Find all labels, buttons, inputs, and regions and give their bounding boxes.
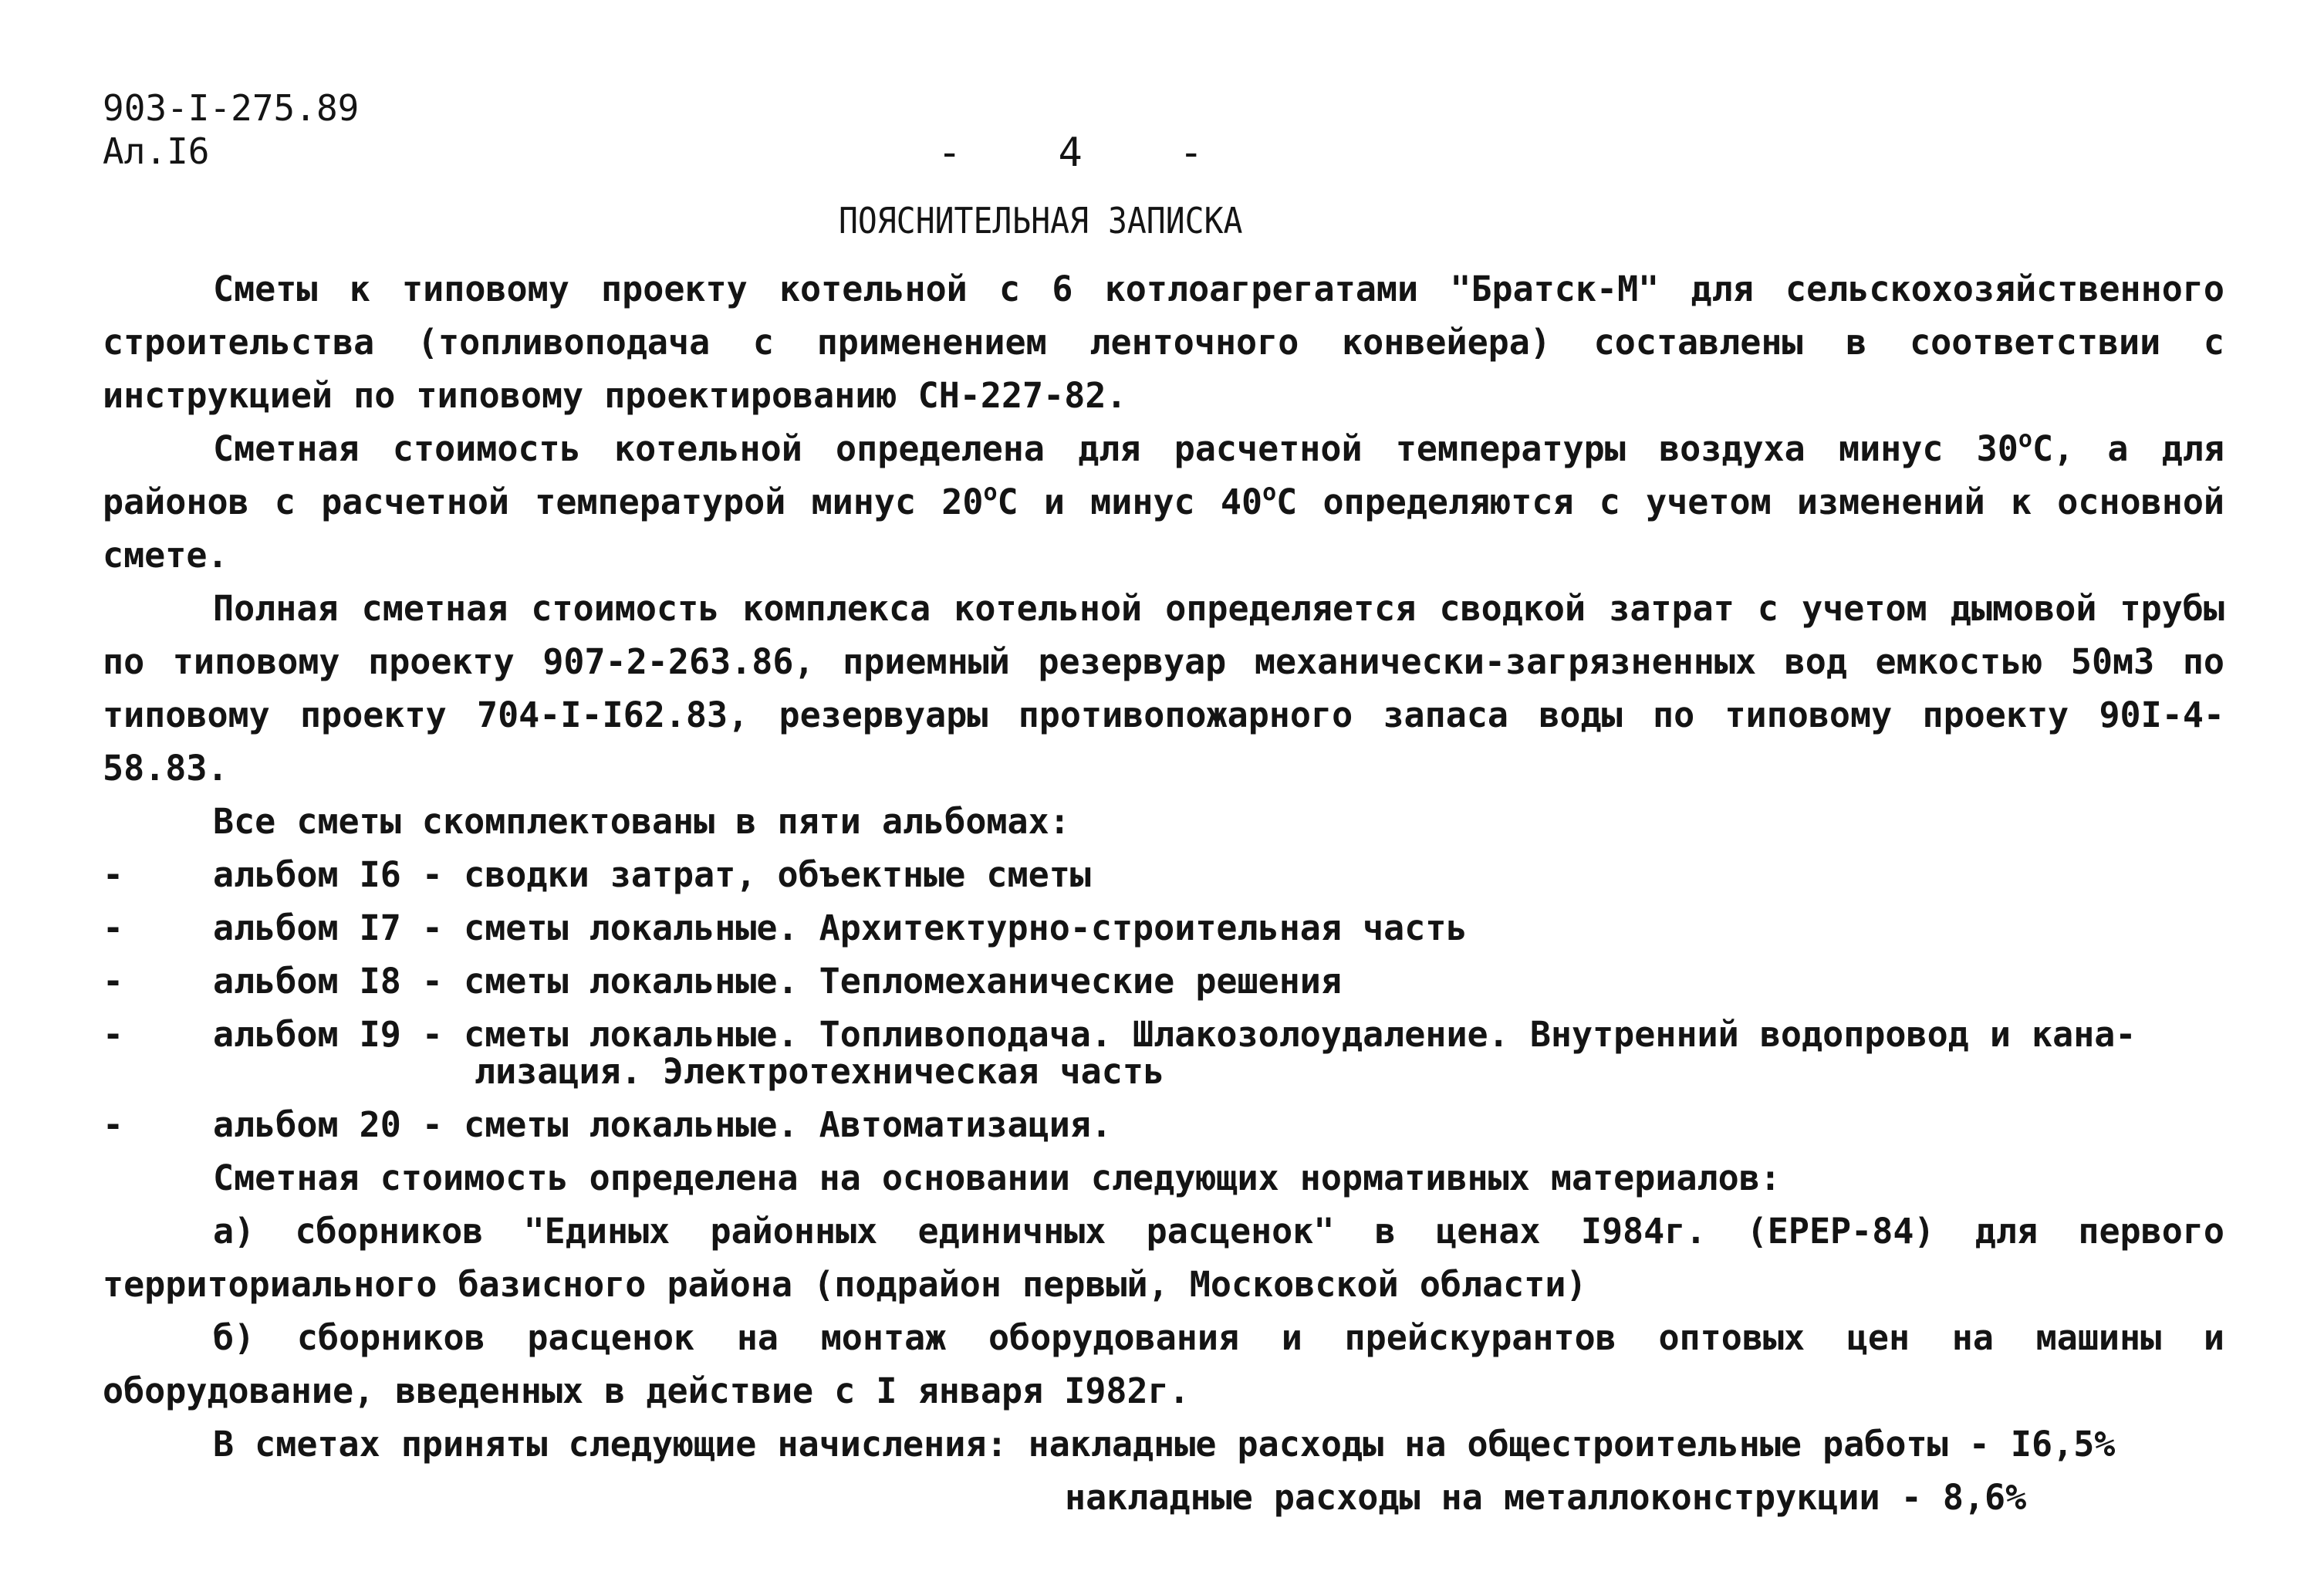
list-dash: - — [103, 1014, 124, 1055]
degree-mark: о — [983, 479, 998, 506]
album-text: альбом I6 - сводки затрат, объектные сметы — [213, 854, 1091, 895]
album-text: альбом I9 - сметы локальные. Топливоподача. Шлакозолоудаление. Внутренний водопровод и кана- — [213, 1014, 2137, 1055]
list-item — [103, 1098, 2224, 1151]
degree-mark: о — [1262, 479, 1277, 506]
degree-mark: о — [2018, 426, 2032, 453]
document-body — [103, 262, 2224, 1524]
page-title: ПОЯСНИТЕЛЬНАЯ ЗАПИСКА — [839, 200, 1243, 242]
album-text: альбом I7 - сметы локальные. Архитектурно-строительная часть — [213, 907, 1468, 948]
document-code-number: 903-I-275.89 — [103, 87, 360, 129]
list-dash: - — [103, 961, 124, 1002]
list-item — [103, 848, 2224, 901]
list-item — [103, 1008, 2224, 1061]
album-text: альбом I8 - сметы локальные. Тепломеханические решения — [213, 961, 1342, 1002]
temperature-text-1: Сметная стоимость котельной определена для расчетной температуры воздуха минус 30 — [213, 428, 2018, 469]
temperature-text-3: С и минус 40 — [997, 482, 1263, 522]
album-code: Ал.I6 — [103, 130, 210, 172]
document-code — [103, 86, 359, 173]
page-number: - 4 - — [937, 130, 1204, 176]
paragraph-full-cost: Полная сметная стоимость комплекса котельной определяется сводкой затрат с учетом дымовой трубы по типовому проекту 907-2-263.86, приемный резервуар механически-загрязненных вод емкостью 50м3 по типовому проекту 704-I-I62.83, резервуары противопожарного запаса воды по типовому проекту 90I-4-58.83. — [103, 588, 2224, 789]
paragraph-normative-a: а) сборников "Единых районных единичных расценок" в ценах I984г. (ЕРЕР-84) для первого территориального базисного района (подрайон первый, Московской области) — [103, 1211, 2224, 1305]
paragraph-albums-intro: Все сметы скомплектованы в пяти альбомах: — [213, 801, 1070, 842]
temperature-text-2: С, а для районов с расчетной температурой минус 20 — [103, 428, 2224, 522]
album-list — [103, 848, 2224, 1151]
list-dash: - — [103, 1104, 124, 1145]
list-item — [103, 901, 2224, 955]
album-text: альбом 20 - сметы локальные. Автоматизация. — [213, 1104, 1112, 1145]
paragraph-normative-b: б) сборников расценок на монтаж оборудования и прейскурантов оптовых цен на машины и оборудование, введенных в действие с I января I982г. — [103, 1317, 2224, 1411]
charges-line-1: В сметах приняты следующие начисления: накладные расходы на общестроительные работы - I6,5% — [213, 1424, 2116, 1465]
list-item — [103, 955, 2224, 1008]
charges-line-2: накладные расходы на металлоконструкции - 8,6% — [1065, 1477, 2027, 1518]
temperature-text-4: С определяются с учетом изменений к основной смете. — [103, 482, 2225, 576]
paragraph-intro: Сметы к типовому проекту котельной с 6 котлоагрегатами "Братск-М" для сельскохозяйственного строительства (топливоподача с применением ленточного конвейера) составлены в соответствии с инструкцией по типовому проектированию СН-227-82. — [103, 269, 2224, 416]
list-item-continuation: лизация. Электротехническая часть — [475, 1051, 1165, 1092]
list-dash: - — [103, 854, 124, 895]
paragraph-temperature — [103, 422, 2224, 582]
paragraph-normative-intro: Сметная стоимость определена на основании следующих нормативных материалов: — [213, 1157, 1781, 1198]
list-dash: - — [103, 907, 124, 948]
